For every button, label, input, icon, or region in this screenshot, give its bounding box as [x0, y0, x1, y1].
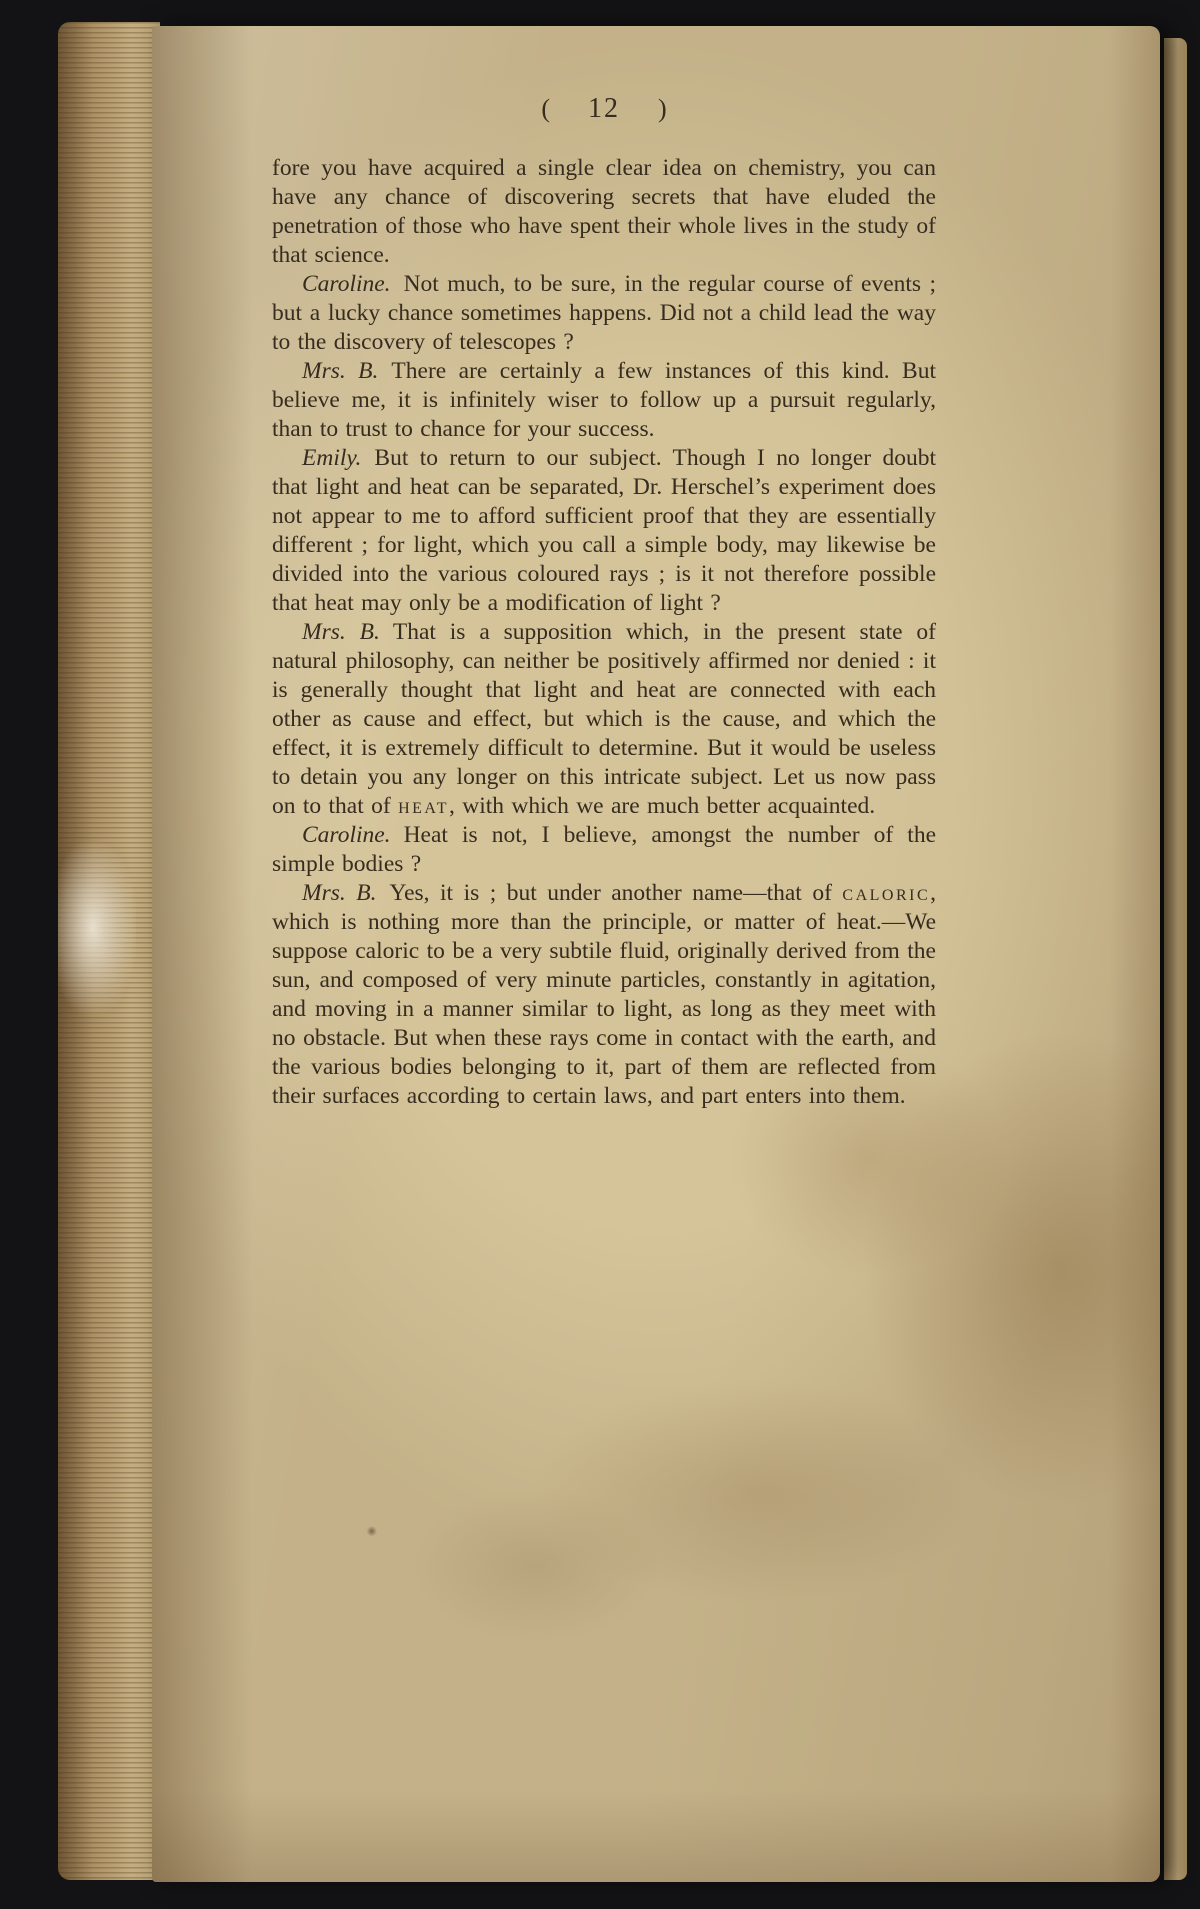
speaker-name: Caroline.: [302, 271, 391, 297]
text-segment: Heat is not, I believe, amongst the number of the simple bodies ?: [272, 822, 936, 877]
text-segment: fore you have acquired a single clear idea on chemistry, you can have any chance of discovering secrets that have eluded the penetration of those who have spent their whole lives in the study of that science.: [272, 155, 936, 268]
next-page-edge: [1164, 38, 1187, 1880]
page-edges-highlight: [58, 842, 136, 1014]
smallcaps-term: heat: [398, 793, 449, 819]
text-segment: Not much, to be sure, in the regular course of events ; but a lucky chance sometimes happens. Did not a child lead the way to the discovery of telescopes ?: [272, 271, 936, 355]
speaker-name: Mrs. B.: [302, 880, 377, 906]
page-content: [272, 92, 936, 1111]
text-segment: , which is nothing more than the principle, or matter of heat.—We suppose caloric to be a very subtile fluid, originally derived from the sun, and composed of very minute particles, constantly in agitation, and moving in a manner similar to light, as long as they meet with no obstacle. But when these rays come in contact with the earth, and the various bodies belonging to it, part of them are reflected from their surfaces according to certain laws, and part enters into them.: [272, 880, 936, 1109]
paragraph: [272, 618, 936, 821]
paragraph: [272, 154, 936, 270]
page-number: [272, 92, 936, 126]
page-number-paren-right: ): [658, 94, 667, 123]
text-segment: Yes, it is ; but under another name—that of: [389, 880, 843, 906]
speaker-name: Mrs. B.: [302, 358, 379, 384]
text-column: [272, 154, 936, 1111]
text-segment: , with which we are much better acquainted.: [448, 793, 876, 819]
text-segment: There are certainly a few instances of this kind. But believe me, it is infinitely wiser to follow up a pursuit regularly, than to trust to chance for your success.: [272, 358, 936, 442]
smallcaps-term: caloric: [842, 880, 931, 906]
text-segment: But to return to our subject. Though I no longer doubt that light and heat can be separated, Dr. Herschel’s experiment does not appear to me to afford sufficient proof that they are essentially different ; for light, which you call a simple body, may likewise be divided into the various coloured rays ; is it not therefore possible that heat may only be a modification of light ?: [272, 445, 936, 616]
speaker-name: Mrs. B.: [302, 619, 380, 645]
speaker-name: Caroline.: [302, 822, 391, 848]
paragraph: [272, 821, 936, 879]
book-page: [152, 26, 1160, 1882]
speaker-name: Emily.: [302, 445, 362, 471]
page-number-paren-left: (: [541, 94, 550, 123]
page-number-value: 12: [588, 93, 620, 124]
paragraph: [272, 357, 936, 444]
paragraph: [272, 270, 936, 357]
text-segment: That is a supposition which, in the present state of natural philosophy, can neither be positively affirmed nor denied : it is generally thought that light and heat are connected with each other as cause and effect, but which is the cause, and which the effect, it is extremely difficult to determine. But it would be useless to detain you any longer on this intricate subject. Let us now pass on to that of: [272, 619, 936, 819]
paragraph: [272, 444, 936, 618]
paragraph: [272, 879, 936, 1111]
